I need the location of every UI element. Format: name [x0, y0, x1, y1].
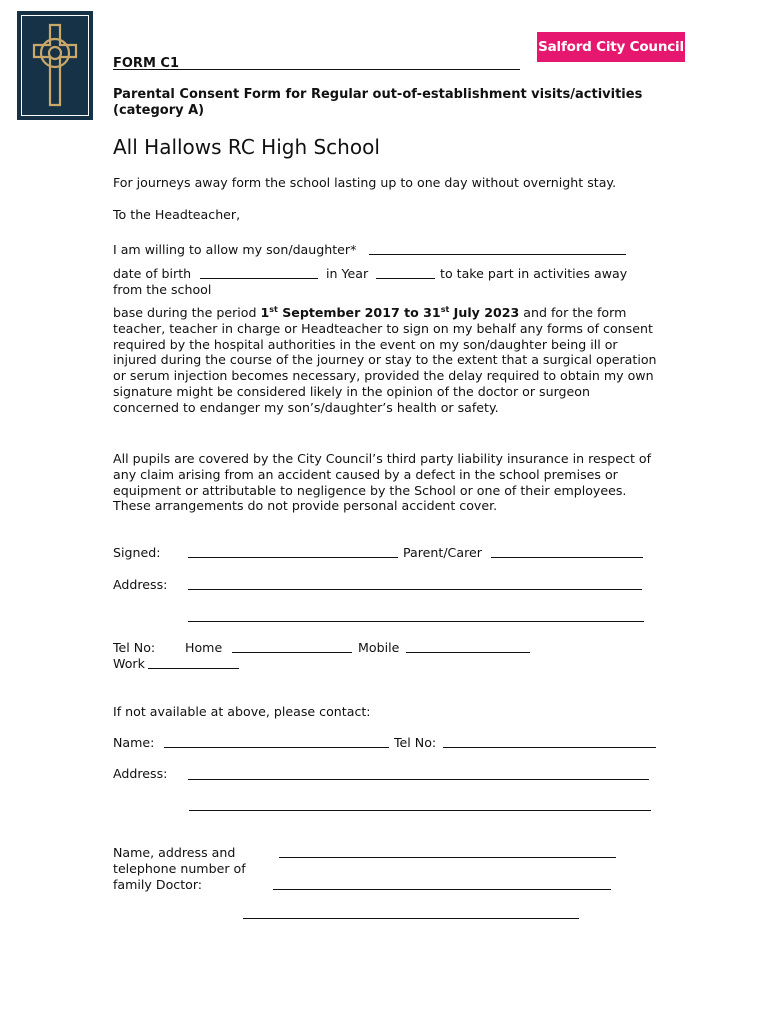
celtic-cross-icon [27, 21, 83, 110]
form-code: FORM C1 [113, 56, 179, 71]
from-school-text: from the school [113, 282, 212, 297]
doctor-field-line-1[interactable] [279, 857, 616, 858]
school-crest-logo [17, 11, 93, 120]
work-phone-field[interactable] [148, 668, 239, 669]
contact-address-line-2[interactable] [189, 810, 651, 811]
consent-body: and for the form teacher, teacher in charge or Headteacher to sign on my behalf any forms of consent required by the hospital authorities in the event on my son/daughter being ill or injured during the course of the journey or stay to the extent that a surgical operation or serum injection becomes necessary, provided the delay required to obtain my own signature might be considered likely in the opinion of the doctor or surgeon concerned to endanger my son’s/daughter’s health or safety. [113, 305, 657, 415]
contact-name-label: Name: [113, 735, 155, 750]
insurance-paragraph: All pupils are covered by the City Council’s third party liability insurance in respect of any claim arising from an accident caused by a defect in the school premises or equipment or attributable to negligence by the School or one of their employees. These arrangements do not provide personal accident cover. [113, 451, 652, 514]
signed-label: Signed: [113, 545, 161, 560]
contact-tel-label: Tel No: [394, 735, 437, 750]
dob-label: date of birth [113, 266, 192, 281]
child-name-field[interactable] [369, 254, 626, 255]
form-title: Parental Consent Form for Regular out-of-establishment visits/activities (category A) [113, 87, 643, 118]
salutation: To the Headteacher, [113, 207, 241, 222]
doctor-label-line-2: telephone number of [113, 861, 246, 876]
doctor-field-line-2[interactable] [273, 889, 611, 890]
intro-text: For journeys away form the school lasting up to one day without overnight stay. [113, 175, 617, 190]
work-label: Work [113, 656, 145, 671]
consent-paragraph [113, 305, 658, 416]
doctor-label-line-1: Name, address and [113, 845, 236, 860]
address-field-line-2[interactable] [188, 621, 644, 622]
contact-address-label: Address: [113, 766, 168, 781]
mobile-label: Mobile [358, 640, 400, 655]
signature-field[interactable] [188, 557, 398, 558]
contact-intro: If not available at above, please contact: [113, 704, 371, 719]
council-logo: Salford City Council [537, 32, 685, 62]
address-label: Address: [113, 577, 168, 592]
parent-carer-field[interactable] [491, 557, 643, 558]
tel-label: Tel No: [113, 640, 156, 655]
contact-address-line-1[interactable] [188, 779, 649, 780]
address-field-line-1[interactable] [188, 589, 642, 590]
year-label: in Year [326, 266, 369, 281]
contact-tel-field[interactable] [443, 747, 656, 748]
period-dates: 1st September 2017 to 31st July 2023 [260, 305, 520, 320]
willing-label: I am willing to allow my son/daughter* [113, 242, 357, 257]
period-prefix: base during the period [113, 305, 257, 320]
school-name: All Hallows RC High School [113, 135, 380, 159]
activities-text: to take part in activities away [440, 266, 628, 281]
doctor-field-line-3[interactable] [243, 918, 579, 919]
home-phone-field[interactable] [232, 652, 352, 653]
dob-field[interactable] [200, 278, 318, 279]
parent-carer-label: Parent/Carer [403, 545, 482, 560]
mobile-phone-field[interactable] [406, 652, 530, 653]
doctor-label-line-3: family Doctor: [113, 877, 203, 892]
contact-name-field[interactable] [164, 747, 389, 748]
form-code-underline [113, 69, 520, 70]
year-field[interactable] [376, 278, 435, 279]
home-label: Home [185, 640, 223, 655]
